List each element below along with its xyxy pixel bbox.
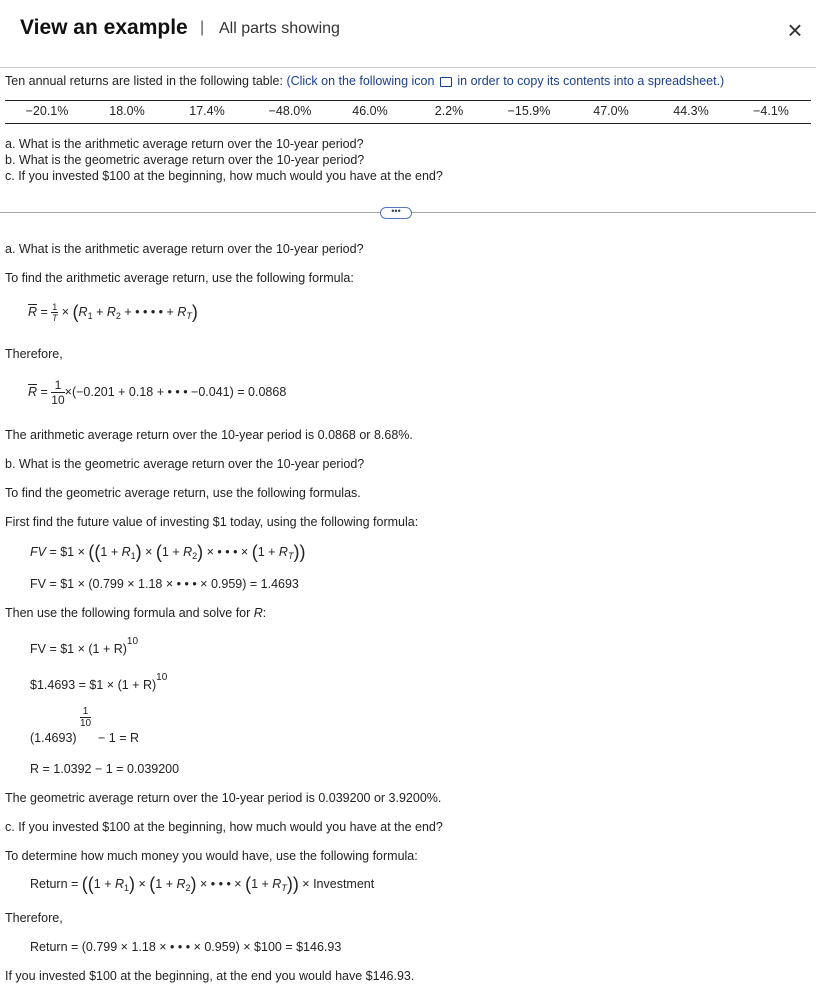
return-cell: 47.0% <box>593 104 629 118</box>
solution-b-intro: To find the geometric average return, use the following formulas. <box>5 486 361 500</box>
problem-intro <box>5 74 724 88</box>
eq3-root-denominator: 10 <box>80 718 92 729</box>
solution-b-step1: First find the future value of investing $1 today, using the following formula: <box>5 515 419 529</box>
return-cell: −15.9% <box>507 104 551 118</box>
eq2-left: $1.4693 = $1 × (1 + R) <box>30 678 157 692</box>
return-cell: −48.0% <box>268 104 312 118</box>
eq3-right: − 1 = R <box>98 731 139 745</box>
geometric-eq-2 <box>30 672 168 692</box>
return-cell: 17.4% <box>189 104 225 118</box>
solution-c-answer: If you invested $100 at the beginning, at the end you would have $146.93. <box>5 969 415 983</box>
solution-c-heading: c. If you invested $100 at the beginning, how much would you have at the end? <box>5 820 443 834</box>
expand-ellipsis-button[interactable]: ••• <box>380 207 412 219</box>
therefore-label-2: Therefore, <box>5 911 63 925</box>
copy-link-text[interactable]: (Click on the following icon <box>286 74 435 88</box>
solution-a-heading: a. What is the arithmetic average return over the 10-year period? <box>5 242 364 256</box>
return-cell: 46.0% <box>352 104 388 118</box>
solution-b-step2: Then use the following formula and solve for R: <box>5 606 267 620</box>
eq3-base: (1.4693) <box>30 731 77 745</box>
step2-text: Then use the following formula and solve for <box>5 606 251 620</box>
solution-b-heading: b. What is the geometric average return over the 10-year period? <box>5 457 365 471</box>
copy-spreadsheet-icon[interactable] <box>440 77 452 87</box>
step2-var: R <box>253 606 263 620</box>
question-c: c. If you invested $100 at the beginning, how much would you have at the end? <box>5 169 443 183</box>
return-cell: 18.0% <box>109 104 145 118</box>
question-b: b. What is the geometric average return over the 10-year period? <box>5 153 365 167</box>
eq2-exponent: 10 <box>156 672 168 683</box>
geometric-eq-4: R = 1.0392 − 1 = 0.039200 <box>30 762 180 776</box>
arithmetic-calc-text: ×(−0.201 + 0.18 + • • • −0.041) = 0.0868 <box>64 384 287 399</box>
return-cell: −4.1% <box>753 104 789 118</box>
eq1-left: FV = $1 × (1 + R) <box>30 642 127 656</box>
dialog-title: View an example <box>20 16 188 39</box>
future-value-formula: FV = $1 × ($(1 + R_1) \times (1 + R_2)$ × • • • × $(1 + R_T)$) <box>30 542 306 562</box>
arithmetic-average-calc: $\overline{R}$ = $\frac{1}{10}$ ×(−0.201 + 0.18 + • • • −0.041) = 0.0868 <box>28 378 287 407</box>
return-cell: −20.1% <box>25 104 69 118</box>
return-calc: Return = (0.799 × 1.18 × • • • × 0.959) × $100 = $146.93 <box>30 940 342 954</box>
intro-text: Ten annual returns are listed in the following table: <box>5 74 283 88</box>
future-value-calc: FV = $1 × (0.799 × 1.18 × • • • × 0.959) = 1.4693 <box>30 577 299 591</box>
eq1-exponent: 10 <box>126 636 139 647</box>
header-divider <box>0 67 816 68</box>
copy-link-text-2[interactable]: in order to copy its contents into a spreadsheet.) <box>457 74 725 88</box>
geometric-eq-1 <box>30 636 139 656</box>
solution-c-intro: To determine how much money you would have, use the following formula: <box>5 849 418 863</box>
parts-status: All parts showing <box>219 20 340 37</box>
dialog-header <box>0 0 816 67</box>
therefore-label-1: Therefore, <box>5 347 63 361</box>
close-button[interactable]: × <box>787 15 803 45</box>
return-cell: 2.2% <box>434 104 464 118</box>
arithmetic-average-formula: $\overline{R}$ = $\frac{1}{T}$ × ($R_1 + R_2$ + • • • • + $R_T$) <box>28 302 198 324</box>
question-a: a. What is the arithmetic average return over the 10-year period? <box>5 137 364 151</box>
solution-a-answer: The arithmetic average return over the 10-year period is 0.0868 or 8.68%. <box>5 428 413 442</box>
return-formula: Return = ($(1 + R_1) \times (1 + R_2)$ × • • • × $(1 + R_T)$) × Investment <box>30 874 375 894</box>
returns-table <box>5 100 811 124</box>
return-cell: 44.3% <box>673 104 709 118</box>
solution-a-intro: To find the arithmetic average return, use the following formula: <box>5 271 354 285</box>
title-separator: | <box>200 19 205 36</box>
solution-b-answer: The geometric average return over the 10-year period is 0.039200 or 3.9200%. <box>5 791 442 805</box>
